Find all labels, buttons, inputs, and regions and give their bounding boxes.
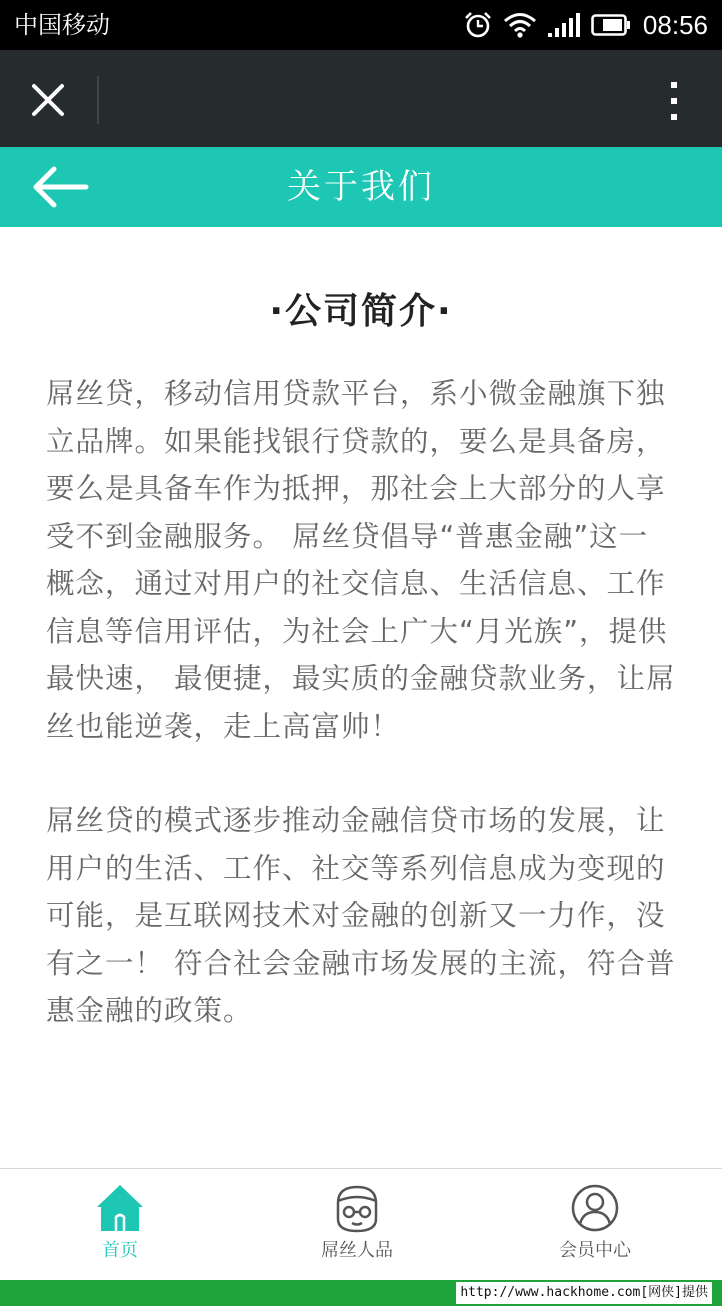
status-bar	[0, 0, 722, 50]
tab-people[interactable]	[277, 1183, 437, 1273]
more-options-button[interactable]	[664, 76, 684, 128]
status-icons	[463, 0, 708, 50]
battery-icon	[591, 13, 631, 37]
more-vertical-icon	[664, 76, 684, 128]
browser-toolbar	[0, 50, 722, 147]
carrier-name: 中国移动	[14, 11, 110, 39]
close-icon	[22, 74, 74, 126]
tab-member-label: 会员中心	[559, 1240, 631, 1261]
about-content	[46, 280, 676, 1035]
watermark-bar	[0, 1280, 722, 1306]
user-icon	[570, 1183, 620, 1233]
toolbar-divider	[97, 76, 99, 124]
tab-member-center[interactable]	[515, 1183, 675, 1273]
back-button[interactable]	[28, 163, 92, 211]
tab-people-label: 屌丝人品	[321, 1240, 393, 1261]
alarm-icon	[463, 10, 493, 40]
close-button[interactable]	[22, 74, 74, 126]
page-title: 关于我们	[287, 167, 435, 207]
tab-home-label: 首页	[102, 1240, 138, 1261]
watermark-text: http://www.hackhome.com[网侠]提供	[456, 1282, 712, 1304]
bottom-tab-bar	[0, 1168, 722, 1280]
page-header	[0, 147, 722, 227]
arrow-left-icon	[28, 163, 92, 211]
home-icon	[95, 1183, 145, 1233]
wifi-icon	[503, 11, 537, 39]
model-paragraph: 屌丝贷的模式逐步推动金融信贷市场的发展，让用户的生活、工作、社交等系列信息成为变现的可能，是互联网技术对金融的创新又一力作，没有之一！ 符合社会金融市场发展的主流，符合普惠金融的政策。	[46, 804, 676, 1027]
face-icon	[332, 1183, 382, 1233]
clock: 08:56	[642, 10, 708, 40]
intro-paragraph: 屌丝贷，移动信用贷款平台，系小微金融旗下独立品牌。如果能找银行贷款的，要么是具备房，要么是具备车作为抵押，那社会上大部分的人享受不到金融服务。 屌丝贷倡导“普惠金融”这一概念，通过对用户的社交信息、生活信息、工作信息等信用评估，为社会上广大“月光族”，提供最快速， 最便捷，最实质的金融贷款业务，让屌丝也能逆袭，走上高富帅！	[46, 377, 676, 743]
tab-home[interactable]	[40, 1183, 200, 1273]
section-title: ·公司简介·	[269, 291, 453, 332]
signal-icon	[547, 11, 581, 39]
